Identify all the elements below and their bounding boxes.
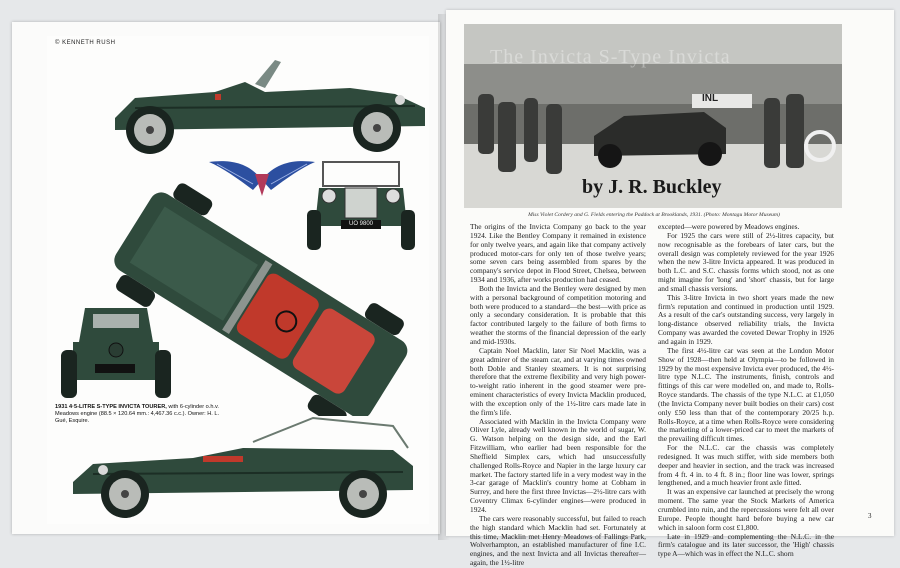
- artist-credit: © KENNETH RUSH: [55, 40, 116, 46]
- left-page: [12, 22, 440, 534]
- car-side-view-bottom: [63, 408, 423, 522]
- illustration-panel: [47, 36, 429, 524]
- car-side-view-top: [95, 48, 435, 158]
- paragraph: The cars were reasonably successful, but failed to reach the high standard which Macklin had set. Fortunately at this time, Macklin met Henry Meadows of Fallings Park, Wolverhampton, an established manufacturer of fine I.C. engines, and the next Invicta and all Invictas thereafter—again, the 1½-litre: [470, 513, 646, 568]
- front-registration-plate: UO 9800: [348, 221, 373, 227]
- paragraph: Both the Invicta and the Bentley were designed by men with a personal background of competition motoring and both were produced to a standard—the best—with price as only a secondary consideration. It is probable that this factor contributed largely to the failure of both firms to weather the storms of the financial depression of the early and mid-1930s.: [470, 283, 646, 346]
- paragraph: Associated with Macklin in the Invicta Company were Oliver Lyle, already well known in the world of sugar, W. G. Watson helping on the design side, and the Earl Fitzwilliam, who earlier had been responsible for the Sheffield Simplex cars, which had unsuccessfully challenged Rolls-Royce and Napier in the large luxury car market. The factory started life in a very modest way in the 3-car garage of Macklin's country home at Cobham in Surrey, and here the first three Invictas—2½-litre cars with Coventry Climax 6-cylinder engines—were produced in 1924.: [470, 416, 646, 514]
- paragraph: excepted—were powered by Meadows engines.: [658, 222, 800, 231]
- paragraph: The first 4½-litre car was seen at the London Motor Show of 1928—then held at Olympia—to be followed in 1929 by the most expensive Invicta ever produced, the 4½-litre type N.L.C. The instruments, finish, controls and fittings of this car were modelled on, and made to, Rolls-Royce standards. The chassis of the type N.L.C. at £1,050 (the Invicta Company never built bodies on their cars) cost only £50 less than that of the contemporary 20/25 h.p. Rolls-Royce, at a time when Rolls-Royce were considering the marketing of a lower-priced car to meet the markets of the prevailing difficult times.: [658, 345, 834, 444]
- photo-banner-text: INL: [702, 93, 719, 104]
- paragraph: This 3-litre Invicta in two short years made the new firm's reputation and continued in production until 1929. As a result of the car's outstanding success, very largely in long-distance observed reliability trials, the Invicta Company was awarded the coveted Dewar Trophy in 1926 and again in 1929.: [658, 292, 834, 346]
- paragraph: For the N.L.C. car the chassis was completely redesigned. It was much stiffer, with side members both deeper and heavier in section, and the track was increased from 4 ft. 4 in. to 4 ft. 8 in.; floor line was lower, springs lengthened, and a much heavier front axle fitted.: [658, 443, 834, 488]
- caption-details: with 6-cylinder o.h.v. Meadows engine (88.5 × 120.64 mm.: 4,467.36 c.c.). Owner: H. L. Gué, Esquire.: [55, 404, 220, 424]
- paragraph: Late in 1929 and complementing the N.L.C. in the firm's catalogue and its later successor, the 'High' chassis type A—which was in effect the N.L.C. shorn: [658, 531, 834, 559]
- right-page: [446, 10, 894, 568]
- paragraph: The origins of the Invicta Company go back to the year 1924. Like the Bentley Company it remained in existence for only twelve years, and again like that company actively produced motor-cars for only ten of those twelve years; some seven cars being assembled from spares by the company's service depot in Flood Street, Chelsea, between 1934 and 1936, after works production had ceased.: [470, 222, 646, 285]
- photo-overlay-title: The Invicta S-Type Invicta: [490, 46, 731, 68]
- article-column-1: [470, 223, 646, 568]
- article-byline: by J. R. Buckley: [582, 176, 722, 198]
- page-number: 3: [868, 512, 872, 520]
- paragraph: It was an expensive car launched at precisely the wrong moment. The same year the Stock Markets of America crumbled into ruin, and the repercussions were felt all over Europe. People thought hard before buying a new car which in saloon form cost £1,800.: [658, 487, 834, 532]
- article-column-2: [658, 223, 834, 559]
- car-rear-view: [57, 298, 175, 402]
- caption-title: 1931 4·5-LITRE S-TYPE INVICTA TOURER,: [55, 404, 167, 410]
- photo-caption: Miss Violet Cordery and G. Fields entering the Paddock at Brooklands, 1931. (Photo: Montagu Motor Museum): [528, 212, 780, 218]
- paragraph: Captain Noel Macklin, later Sir Noel Macklin, was a great admirer of the steam car, and at varying times owned both Doble and Stanley steamers. It is not surprising therefore that the extreme flexibility and very high power-to-weight ratio inherent in the good steamer were pre-eminent characteristics of every Invicta Macklin produced, with the exception only of the 1½-litre cars made late in the firm's life.: [470, 345, 646, 417]
- brooklands-photo: [464, 24, 842, 208]
- paragraph: For 1925 the cars were still of 2½-litres capacity, but now recognisable as the forebears of later cars, but the overall design was completely reviewed for the year 1926 when the new 3-litre Invicta appeared. It was produced in both L.C. and S.C. chassis forms which stood, not as one might imagine for 'long' and 'short' chassis, but for large and small chassis versions.: [658, 230, 834, 293]
